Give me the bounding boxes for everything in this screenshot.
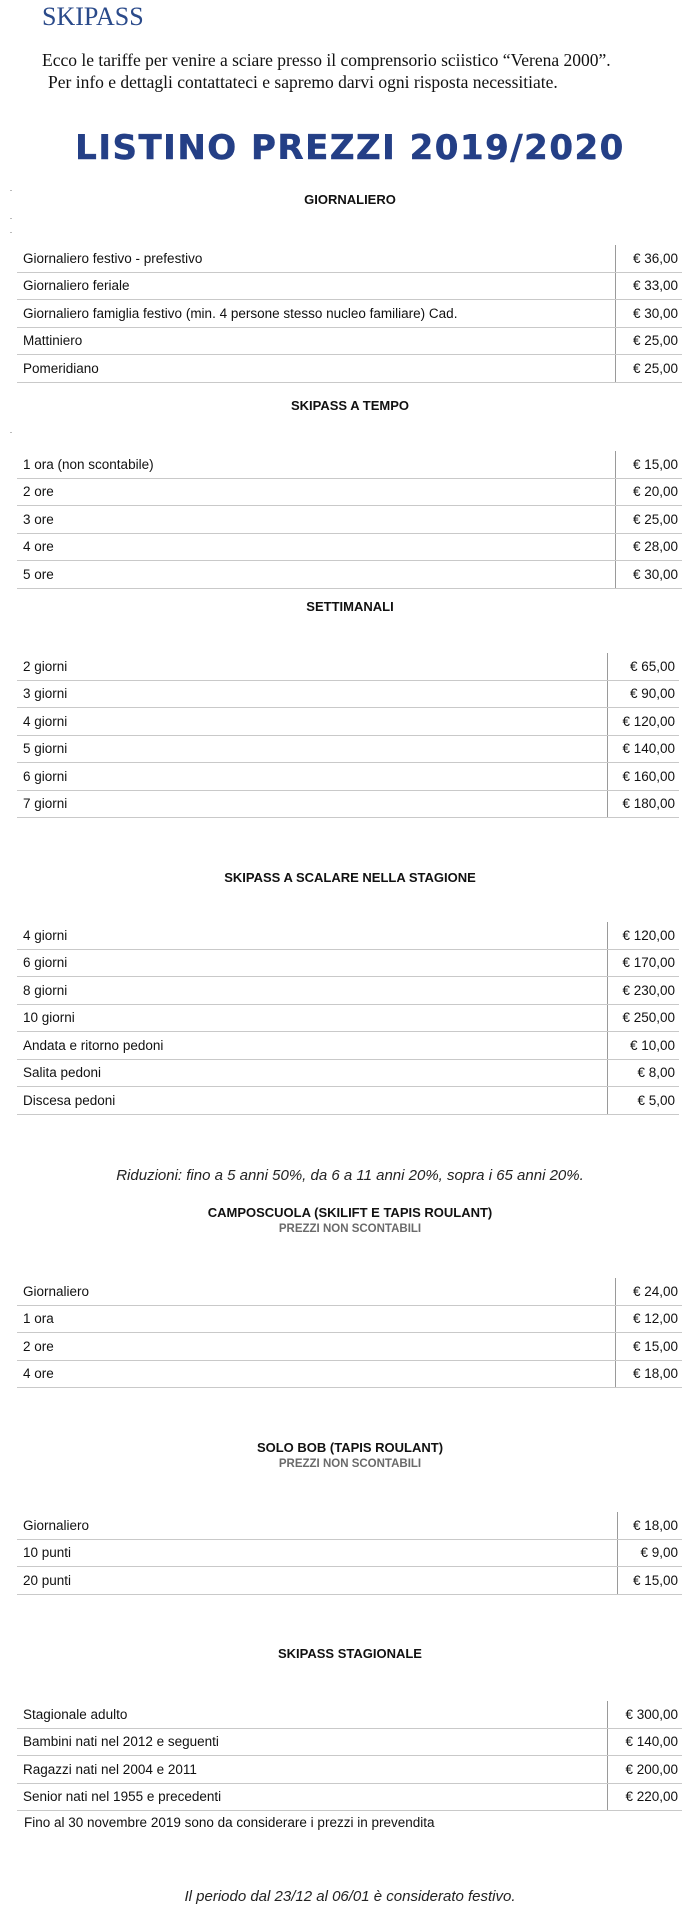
row-price: € 5,00: [607, 1087, 679, 1115]
table-row: [17, 922, 679, 949]
row-price: € 160,00: [607, 763, 679, 791]
row-label: 6 giorni: [17, 763, 607, 791]
section-heading-settimanali: SETTIMANALI: [306, 599, 394, 614]
row-label: Giornaliero: [17, 1512, 617, 1539]
row-label: Giornaliero: [17, 1278, 615, 1305]
row-price: € 200,00: [607, 1756, 682, 1784]
intro-text: [42, 50, 672, 92]
row-label: 10 giorni: [17, 1004, 607, 1032]
edge-mark: [10, 432, 12, 433]
section-heading-bob: SOLO BOB (TAPIS ROULANT): [256, 1440, 444, 1455]
table-body: [17, 451, 682, 588]
table-row: [17, 1728, 682, 1756]
row-label: 1 ora: [17, 1305, 615, 1333]
price-table-tempo: [17, 451, 682, 589]
table-body: [17, 1512, 682, 1594]
row-label: 2 giorni: [17, 653, 607, 680]
price-table-giornaliero: [17, 245, 682, 383]
row-label: Mattiniero: [17, 327, 615, 355]
table-row: [17, 272, 682, 300]
listino-title: LISTINO PREZZI 2019/2020: [75, 128, 625, 168]
row-label: 4 giorni: [17, 922, 607, 949]
table-row: [17, 1032, 679, 1060]
row-price: € 15,00: [615, 451, 682, 478]
row-price: € 30,00: [615, 561, 682, 589]
row-label: 1 ora (non scontabile): [17, 451, 615, 478]
table-body: [17, 1701, 682, 1811]
row-label: 4 ore: [17, 533, 615, 561]
price-table-bob: [17, 1512, 682, 1595]
row-price: € 36,00: [615, 245, 682, 272]
row-price: € 120,00: [607, 922, 679, 949]
table-row: [17, 735, 679, 763]
table-body: [17, 245, 682, 382]
table-row: [17, 1539, 682, 1567]
row-price: € 18,00: [615, 1360, 682, 1388]
table-row: [17, 300, 682, 328]
table-row: [17, 708, 679, 736]
row-label: Pomeridiano: [17, 355, 615, 383]
section-heading-giornaliero: GIORNALIERO: [304, 192, 396, 207]
table-row: [17, 478, 682, 506]
row-price: € 28,00: [615, 533, 682, 561]
table-row: [17, 1087, 679, 1115]
row-label: 6 giorni: [17, 949, 607, 977]
row-label: Discesa pedoni: [17, 1087, 607, 1115]
row-label: 4 giorni: [17, 708, 607, 736]
row-price: € 120,00: [607, 708, 679, 736]
row-label: 4 ore: [17, 1360, 615, 1388]
table-row: [17, 245, 682, 272]
table-row: [17, 327, 682, 355]
festivo-note: Il periodo dal 23/12 al 06/01 è considerato festivo.: [184, 1888, 516, 1905]
row-price: € 15,00: [615, 1333, 682, 1361]
row-price: € 300,00: [607, 1701, 682, 1728]
row-price: € 65,00: [607, 653, 679, 680]
table-row: [17, 949, 679, 977]
row-label: 20 punti: [17, 1567, 617, 1595]
table-row: [17, 355, 682, 383]
section-subheading-bob: PREZZI NON SCONTABILI: [278, 1458, 422, 1470]
row-price: € 30,00: [615, 300, 682, 328]
row-label: Giornaliero feriale: [17, 272, 615, 300]
row-price: € 9,00: [617, 1539, 682, 1567]
price-table-scalare: [17, 922, 679, 1115]
row-label: Ragazzi nati nel 2004 e 2011: [17, 1756, 607, 1784]
price-table-camposcuola: [17, 1278, 682, 1388]
row-label: 2 ore: [17, 1333, 615, 1361]
row-price: € 230,00: [607, 977, 679, 1005]
table-row: [17, 561, 682, 589]
table-row: [17, 1512, 682, 1539]
table-body: [17, 1278, 682, 1388]
table-row: [17, 790, 679, 818]
row-price: € 170,00: [607, 949, 679, 977]
table-row: [17, 1567, 682, 1595]
row-price: € 12,00: [615, 1305, 682, 1333]
row-price: € 220,00: [607, 1783, 682, 1811]
row-label: Bambini nati nel 2012 e seguenti: [17, 1728, 607, 1756]
row-label: 8 giorni: [17, 977, 607, 1005]
table-body: [17, 653, 679, 818]
table-row: [17, 533, 682, 561]
table-row: [17, 1305, 682, 1333]
prevendita-note: Fino al 30 novembre 2019 sono da considerare i prezzi in prevendita: [24, 1815, 435, 1830]
edge-mark: [10, 232, 12, 233]
section-heading-scalare: SKIPASS A SCALARE NELLA STAGIONE: [224, 870, 476, 885]
row-label: 3 ore: [17, 506, 615, 534]
row-price: € 24,00: [615, 1278, 682, 1305]
row-label: Giornaliero famiglia festivo (min. 4 persone stesso nucleo familiare) Cad.: [17, 300, 615, 328]
row-label: 7 giorni: [17, 790, 607, 818]
row-price: € 140,00: [607, 1728, 682, 1756]
row-label: Salita pedoni: [17, 1059, 607, 1087]
intro-line-1: Ecco le tariffe per venire a sciare presso il comprensorio sciistico “Verena 2000”.: [42, 50, 611, 70]
edge-mark: [10, 218, 12, 219]
price-table-stagionale: [17, 1701, 682, 1811]
edge-mark: [10, 190, 12, 191]
table-row: [17, 1360, 682, 1388]
intro-line-2: Per info e dettagli contattateci e sapremo darvi ogni risposta necessitiate.: [48, 72, 558, 92]
table-row: [17, 1333, 682, 1361]
row-price: € 25,00: [615, 355, 682, 383]
table-row: [17, 1783, 682, 1811]
row-label: Stagionale adulto: [17, 1701, 607, 1728]
row-price: € 33,00: [615, 272, 682, 300]
row-label: Senior nati nel 1955 e precedenti: [17, 1783, 607, 1811]
row-price: € 15,00: [617, 1567, 682, 1595]
row-price: € 20,00: [615, 478, 682, 506]
table-row: [17, 1004, 679, 1032]
row-label: 5 ore: [17, 561, 615, 589]
table-row: [17, 653, 679, 680]
row-price: € 90,00: [607, 680, 679, 708]
table-row: [17, 977, 679, 1005]
table-row: [17, 1278, 682, 1305]
section-subheading-camposcuola: PREZZI NON SCONTABILI: [278, 1223, 422, 1235]
table-row: [17, 506, 682, 534]
table-row: [17, 1059, 679, 1087]
row-price: € 140,00: [607, 735, 679, 763]
row-price: € 25,00: [615, 506, 682, 534]
row-price: € 8,00: [607, 1059, 679, 1087]
row-label: Andata e ritorno pedoni: [17, 1032, 607, 1060]
table-row: [17, 451, 682, 478]
row-price: € 10,00: [607, 1032, 679, 1060]
table-row: [17, 763, 679, 791]
row-label: 5 giorni: [17, 735, 607, 763]
section-heading-tempo: SKIPASS A TEMPO: [291, 398, 409, 413]
page-title: SKIPASS: [42, 2, 144, 31]
section-heading-stagionale: SKIPASS STAGIONALE: [278, 1646, 422, 1661]
riduzioni-note: Riduzioni: fino a 5 anni 50%, da 6 a 11 anni 20%, sopra i 65 anni 20%.: [116, 1167, 584, 1184]
table-body: [17, 922, 679, 1114]
row-price: € 250,00: [607, 1004, 679, 1032]
section-heading-camposcuola: CAMPOSCUOLA (SKILIFT E TAPIS ROULANT): [207, 1205, 493, 1220]
price-table-settimanali: [17, 653, 679, 818]
table-row: [17, 1701, 682, 1728]
row-label: Giornaliero festivo - prefestivo: [17, 245, 615, 272]
table-row: [17, 680, 679, 708]
row-price: € 18,00: [617, 1512, 682, 1539]
table-row: [17, 1756, 682, 1784]
row-label: 2 ore: [17, 478, 615, 506]
row-price: € 25,00: [615, 327, 682, 355]
row-price: € 180,00: [607, 790, 679, 818]
row-label: 10 punti: [17, 1539, 617, 1567]
row-label: 3 giorni: [17, 680, 607, 708]
